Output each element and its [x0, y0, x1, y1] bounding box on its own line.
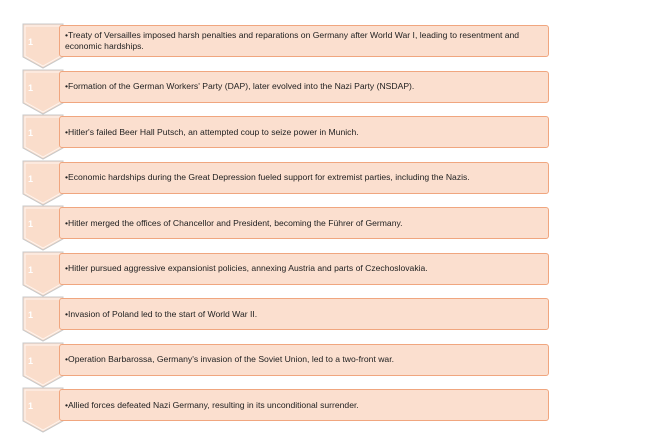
chevron-marker [22, 342, 64, 388]
event-box [59, 389, 549, 421]
timeline-row [0, 160, 647, 206]
chevron-marker [22, 251, 64, 297]
chevron-label: 1 [28, 310, 33, 320]
timeline-row [0, 114, 647, 160]
chevron-marker [22, 387, 64, 433]
event-box [59, 207, 549, 239]
event-box [59, 25, 549, 57]
event-text: •Economic hardships during the Great Depression fueled support for extremist parties, including the Nazis. [65, 172, 470, 182]
chevron-label: 1 [28, 219, 33, 229]
chevron-marker [22, 23, 64, 69]
chevron-marker [22, 114, 64, 160]
event-text: •Hitler's failed Beer Hall Putsch, an attempted coup to seize power in Munich. [65, 126, 359, 137]
event-text: •Operation Barbarossa, Germany's invasion of the Soviet Union, led to a two-front war. [65, 354, 394, 364]
chevron-label: 1 [28, 82, 33, 93]
event-box [59, 344, 549, 376]
timeline-row [0, 251, 647, 297]
event-text: •Allied forces defeated Nazi Germany, resulting in its unconditional surrender. [65, 399, 359, 410]
event-box [59, 253, 549, 285]
chevron-label: 1 [28, 264, 33, 275]
chevron-marker [22, 205, 64, 251]
event-text: •Treaty of Versailles imposed harsh penalties and reparations on Germany after World War I, leading to resentment and economic hardships. [65, 30, 520, 51]
chevron-label: 1 [28, 173, 33, 184]
event-text: •Hitler pursued aggressive expansionist policies, annexing Austria and parts of Czechoslovakia. [65, 263, 428, 273]
timeline-row [0, 296, 647, 342]
timeline-row [0, 23, 647, 69]
timeline-row [0, 69, 647, 115]
event-box [59, 71, 549, 103]
chevron-label: 1 [28, 401, 33, 411]
chevron-label: 1 [28, 355, 33, 366]
chevron-marker [22, 296, 64, 342]
event-text: •Invasion of Poland led to the start of World War II. [65, 308, 258, 319]
timeline-row [0, 342, 647, 388]
event-box [59, 116, 549, 148]
chevron-marker [22, 69, 64, 115]
chevron-label: 1 [28, 37, 33, 47]
timeline-row [0, 387, 647, 433]
chevron-marker [22, 160, 64, 206]
event-box [59, 162, 549, 194]
chevron-label: 1 [28, 128, 33, 138]
event-text: •Formation of the German Workers' Party (DAP), later evolved into the Nazi Party (NSDAP). [65, 81, 415, 91]
event-text: •Hitler merged the offices of Chancellor and President, becoming the Führer of Germany. [65, 217, 403, 228]
event-box [59, 298, 549, 330]
timeline-row [0, 205, 647, 251]
